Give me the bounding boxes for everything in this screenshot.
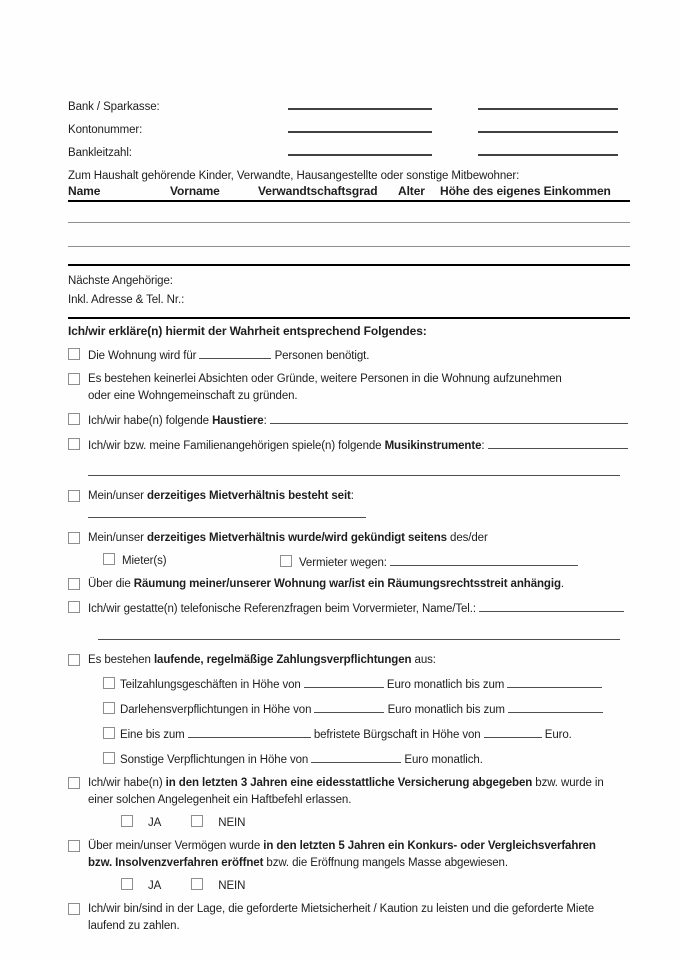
declaration-row bbox=[68, 553, 630, 570]
text-segment: laufend zu zahlen. bbox=[88, 920, 180, 932]
text-segment: des/der bbox=[446, 532, 488, 544]
checkbox[interactable] bbox=[121, 878, 133, 890]
text-segment: Vermieter wegen: bbox=[299, 557, 390, 569]
declaration-heading: Ich/wir erkläre(n) hiermit der Wahrheit entsprechend Folgendes: bbox=[68, 324, 427, 338]
checkbox[interactable] bbox=[68, 373, 80, 385]
text-segment: Über die bbox=[88, 578, 134, 590]
checkbox[interactable] bbox=[121, 815, 133, 827]
checkbox[interactable] bbox=[68, 840, 80, 852]
checkbox[interactable] bbox=[103, 727, 115, 739]
text-segment: in den letzten 3 Jahren eine eidesstattliche Versicherung abgegeben bbox=[165, 777, 533, 789]
declaration-row bbox=[68, 530, 630, 547]
declaration-text bbox=[88, 346, 630, 365]
table-empty-row[interactable] bbox=[68, 223, 630, 247]
declaration-text bbox=[88, 775, 630, 809]
fill-in-blank[interactable] bbox=[314, 700, 384, 713]
declaration-row bbox=[68, 838, 630, 872]
declaration-text bbox=[88, 838, 630, 872]
text-segment: Musikinstrumente bbox=[384, 440, 482, 452]
text-segment: : bbox=[263, 415, 270, 427]
declaration-row bbox=[68, 652, 630, 669]
text-segment: in den letzten 5 Jahren ein Konkurs- oder Vergleichsverfahren bbox=[263, 840, 596, 852]
declaration-row bbox=[68, 675, 630, 694]
relatives-title: Nächste Angehörige: bbox=[68, 275, 173, 287]
checkbox[interactable] bbox=[68, 532, 80, 544]
fill-in-blank[interactable] bbox=[98, 627, 620, 640]
declaration-row bbox=[68, 576, 630, 593]
declaration-text bbox=[88, 371, 630, 405]
checkbox[interactable] bbox=[68, 777, 80, 789]
declaration-text bbox=[88, 576, 630, 593]
sub-option bbox=[103, 555, 166, 567]
declaration-row bbox=[68, 700, 630, 719]
text-segment: . bbox=[560, 578, 564, 590]
column-header: Alter bbox=[398, 184, 425, 198]
bank-fill-line[interactable] bbox=[288, 107, 432, 110]
text-segment: oder eine Wohngemeinschaft zu gründen. bbox=[88, 390, 298, 402]
option-label: JA bbox=[148, 880, 162, 892]
checkbox[interactable] bbox=[103, 702, 115, 714]
declaration-text bbox=[120, 725, 630, 744]
text-segment: Darlehensverpflichtungen in Höhe von bbox=[120, 704, 315, 716]
declaration-text bbox=[88, 488, 630, 524]
household-table-header bbox=[68, 184, 630, 202]
declaration-row bbox=[68, 346, 630, 365]
fill-in-blank[interactable] bbox=[304, 675, 384, 688]
fill-in-blank[interactable] bbox=[488, 436, 628, 449]
text-segment: laufende, regelmäßige Zahlungsverpflichtungen bbox=[153, 654, 412, 666]
declaration-row bbox=[68, 488, 630, 524]
declaration-text bbox=[88, 901, 630, 935]
text-segment: Mein/unser bbox=[88, 490, 147, 502]
table-empty-row[interactable] bbox=[68, 247, 630, 266]
text-segment: Ich/wir habe(n) bbox=[88, 777, 166, 789]
text-segment: einer solchen Angelegenheit ein Haftbefehl erlassen. bbox=[88, 794, 352, 806]
bank-row bbox=[68, 113, 630, 136]
text-segment: Teilzahlungsgeschäften in Höhe von bbox=[120, 679, 304, 691]
fill-in-blank[interactable] bbox=[479, 599, 624, 612]
declaration-text bbox=[88, 436, 630, 455]
text-segment: Euro monatlich bis zum bbox=[384, 704, 508, 716]
bank-fill-line[interactable] bbox=[288, 130, 432, 133]
checkbox[interactable] bbox=[68, 348, 80, 360]
text-segment: bzw. die Eröffnung mangels Masse abgewiesen. bbox=[263, 857, 508, 869]
text-segment: bzw. Insolvenzverfahren eröffnet bbox=[88, 857, 264, 869]
household-section bbox=[68, 169, 630, 266]
text-segment: Ich/wir bin/sind in der Lage, die geforderte Mietsicherheit / Kaution zu leisten und die geforderte Miete bbox=[88, 903, 595, 915]
column-header: Name bbox=[68, 184, 101, 198]
fill-in-blank[interactable] bbox=[390, 553, 578, 566]
column-header: Höhe des eigenes Einkommen bbox=[440, 184, 611, 198]
text-segment: Über mein/unser Vermögen wurde bbox=[88, 840, 264, 852]
text-segment: Eine bis zum bbox=[120, 729, 188, 741]
declaration-text bbox=[120, 750, 630, 769]
fill-in-blank[interactable] bbox=[88, 505, 366, 518]
fill-in-blank[interactable] bbox=[188, 725, 311, 738]
declaration-text bbox=[88, 652, 630, 669]
checkbox[interactable] bbox=[68, 654, 80, 666]
declaration-row bbox=[68, 411, 630, 430]
checkbox[interactable] bbox=[103, 553, 115, 565]
checkbox[interactable] bbox=[68, 438, 80, 450]
text-segment: Mein/unser bbox=[88, 532, 147, 544]
declaration-text bbox=[88, 599, 630, 618]
text-segment: Personen benötigt. bbox=[271, 350, 370, 362]
checkbox[interactable] bbox=[191, 815, 203, 827]
declaration-text bbox=[88, 530, 630, 547]
bank-label: Bank / Sparkasse: bbox=[68, 101, 160, 113]
sub-option bbox=[280, 553, 578, 572]
table-empty-row[interactable] bbox=[68, 202, 630, 223]
yes-no-option bbox=[191, 817, 245, 829]
text-segment: Euro monatlich. bbox=[401, 754, 483, 766]
fill-in-blank[interactable] bbox=[199, 346, 271, 359]
option-label: NEIN bbox=[218, 880, 246, 892]
yes-no-option bbox=[191, 880, 245, 892]
checkbox[interactable] bbox=[68, 601, 80, 613]
declaration-row bbox=[68, 725, 630, 744]
text-segment: bzw. wurde in bbox=[532, 777, 604, 789]
checkbox[interactable] bbox=[103, 752, 115, 764]
declaration-row bbox=[68, 436, 630, 455]
checkbox[interactable] bbox=[68, 903, 80, 915]
text-segment: Die Wohnung wird für bbox=[88, 350, 200, 362]
declaration-row bbox=[68, 463, 630, 482]
yes-no-option bbox=[121, 817, 161, 829]
checkbox[interactable] bbox=[68, 490, 80, 502]
declaration-row bbox=[68, 750, 630, 769]
text-segment: Ich/wir habe(n) folgende bbox=[88, 415, 213, 427]
checkbox[interactable] bbox=[191, 878, 203, 890]
declaration-row bbox=[68, 878, 630, 895]
text-segment: derzeitiges Mietverhältnis besteht seit bbox=[146, 490, 351, 502]
account-number-label: Kontonummer: bbox=[68, 124, 143, 136]
fill-in-blank[interactable] bbox=[88, 463, 620, 476]
relatives-subtitle: Inkl. Adresse & Tel. Nr.: bbox=[68, 294, 185, 306]
bank-section bbox=[68, 90, 630, 159]
declaration-text bbox=[120, 675, 630, 694]
declaration-row bbox=[68, 901, 630, 935]
text-segment: Sonstige Verpflichtungen in Höhe von bbox=[120, 754, 312, 766]
fill-in-blank[interactable] bbox=[270, 411, 628, 424]
fill-in-blank[interactable] bbox=[508, 700, 603, 713]
text-segment: Räumung meiner/unserer Wohnung war/ist ein Räumungsrechtsstreit anhängig bbox=[133, 578, 561, 590]
option-label: NEIN bbox=[218, 817, 246, 829]
declaration-section bbox=[68, 324, 630, 935]
checkbox[interactable] bbox=[68, 413, 80, 425]
household-intro: Zum Haushalt gehörende Kinder, Verwandte, Hausangestellte oder sonstige Mitbewohner: bbox=[68, 170, 520, 182]
declaration-text bbox=[88, 411, 630, 430]
text-segment: Euro. bbox=[541, 729, 572, 741]
text-segment: Haustiere bbox=[212, 415, 264, 427]
text-segment: Ich/wir gestatte(n) telefonische Referenzfragen beim Vorvermieter, Name/Tel.: bbox=[88, 603, 480, 615]
text-segment: : bbox=[350, 490, 354, 502]
fill-in-blank[interactable] bbox=[507, 675, 602, 688]
text-segment: befristete Bürgschaft in Höhe von bbox=[310, 729, 484, 741]
yes-no-option bbox=[121, 880, 161, 892]
checkbox[interactable] bbox=[280, 555, 292, 567]
text-segment: Ich/wir bzw. meine Familienangehörigen spiele(n) folgende bbox=[88, 440, 385, 452]
bank-fill-line[interactable] bbox=[478, 130, 618, 133]
bank-code-label: Bankleitzahl: bbox=[68, 147, 132, 159]
fill-in-blank[interactable] bbox=[311, 750, 401, 763]
option-label: JA bbox=[148, 817, 162, 829]
bank-row bbox=[68, 136, 630, 159]
text-segment: Mieter(s) bbox=[122, 555, 167, 567]
declaration-text bbox=[120, 700, 630, 719]
declaration-row bbox=[68, 627, 630, 646]
column-header: Vorname bbox=[170, 184, 220, 198]
text-segment: : bbox=[481, 440, 488, 452]
text-segment: derzeitiges Mietverhältnis wurde/wird gekündigt seitens bbox=[146, 532, 447, 544]
declaration-row bbox=[68, 599, 630, 618]
text-segment: Es bestehen bbox=[88, 654, 154, 666]
declaration-row bbox=[68, 815, 630, 832]
checkbox[interactable] bbox=[103, 677, 115, 689]
bank-fill-line[interactable] bbox=[478, 107, 618, 110]
bank-fill-line[interactable] bbox=[288, 153, 432, 156]
declaration-row bbox=[68, 775, 630, 809]
column-header: Verwandtschaftsgrad bbox=[258, 184, 378, 198]
bank-fill-line[interactable] bbox=[478, 153, 618, 156]
relatives-section bbox=[68, 266, 630, 319]
bank-row bbox=[68, 90, 630, 113]
text-segment: Es bestehen keinerlei Absichten oder Gründe, weitere Personen in die Wohnung aufzunehmen bbox=[88, 373, 562, 385]
fill-in-blank[interactable] bbox=[484, 725, 542, 738]
declaration-row bbox=[68, 371, 630, 405]
declaration-rows bbox=[68, 346, 630, 935]
text-segment: aus: bbox=[411, 654, 436, 666]
checkbox[interactable] bbox=[68, 578, 80, 590]
text-segment: Euro monatlich bis zum bbox=[383, 679, 508, 691]
